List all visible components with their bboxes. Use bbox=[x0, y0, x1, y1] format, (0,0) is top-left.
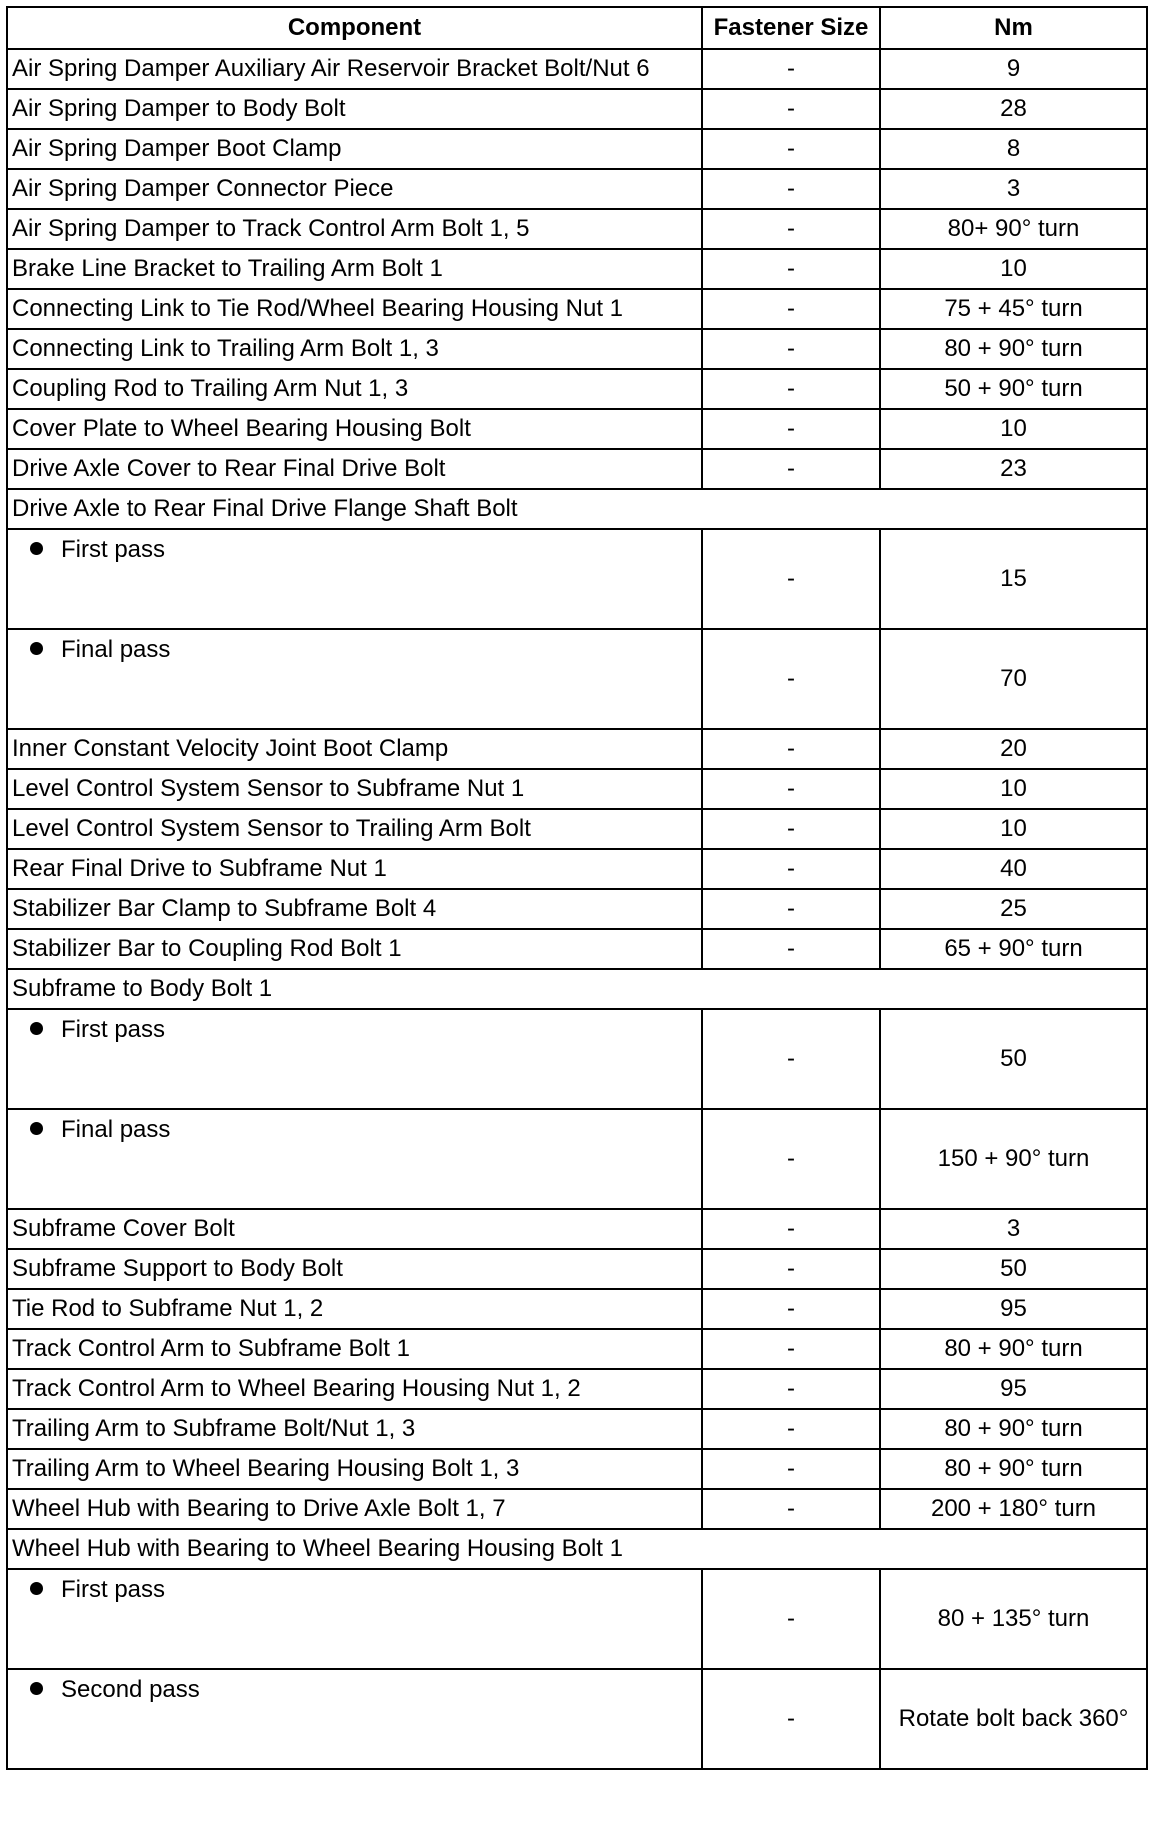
fastener-size-cell: - bbox=[702, 129, 880, 169]
fastener-size-cell: - bbox=[702, 449, 880, 489]
table-row bbox=[7, 1289, 1147, 1329]
torque-spec-table bbox=[6, 6, 1148, 1770]
table-subrow bbox=[7, 629, 1147, 729]
torque-value-cell: 10 bbox=[880, 769, 1147, 809]
fastener-size-cell: - bbox=[702, 1669, 880, 1769]
torque-value-cell: 150 + 90° turn bbox=[880, 1109, 1147, 1209]
table-row bbox=[7, 1409, 1147, 1449]
torque-value-cell: 80 + 90° turn bbox=[880, 1329, 1147, 1369]
pass-label: First pass bbox=[61, 1576, 166, 1603]
bullet-icon bbox=[30, 542, 43, 555]
fastener-size-cell: - bbox=[702, 1249, 880, 1289]
torque-value-cell: 80 + 90° turn bbox=[880, 329, 1147, 369]
torque-value-cell: 10 bbox=[880, 809, 1147, 849]
component-cell: Track Control Arm to Subframe Bolt 1 bbox=[7, 1329, 702, 1369]
fastener-size-cell: - bbox=[702, 889, 880, 929]
component-cell: Inner Constant Velocity Joint Boot Clamp bbox=[7, 729, 702, 769]
table-row bbox=[7, 369, 1147, 409]
torque-value-cell: 10 bbox=[880, 409, 1147, 449]
table-group-row bbox=[7, 489, 1147, 529]
fastener-size-cell: - bbox=[702, 49, 880, 89]
fastener-size-cell: - bbox=[702, 929, 880, 969]
fastener-size-cell: - bbox=[702, 1489, 880, 1529]
fastener-size-cell: - bbox=[702, 1009, 880, 1109]
component-cell: Subframe Cover Bolt bbox=[7, 1209, 702, 1249]
torque-value-cell: 50 bbox=[880, 1249, 1147, 1289]
table-row bbox=[7, 289, 1147, 329]
table-row bbox=[7, 249, 1147, 289]
component-cell: Level Control System Sensor to Subframe Nut 1 bbox=[7, 769, 702, 809]
fastener-size-cell: - bbox=[702, 1109, 880, 1209]
header-nm: Nm bbox=[880, 7, 1147, 49]
component-cell: Brake Line Bracket to Trailing Arm Bolt 1 bbox=[7, 249, 702, 289]
component-cell: Air Spring Damper Connector Piece bbox=[7, 169, 702, 209]
component-cell bbox=[7, 1669, 702, 1769]
torque-value-cell: 80 + 90° turn bbox=[880, 1409, 1147, 1449]
component-cell: Stabilizer Bar Clamp to Subframe Bolt 4 bbox=[7, 889, 702, 929]
torque-value-cell: 65 + 90° turn bbox=[880, 929, 1147, 969]
component-cell: Level Control System Sensor to Trailing Arm Bolt bbox=[7, 809, 702, 849]
torque-value-cell: 70 bbox=[880, 629, 1147, 729]
table-row bbox=[7, 1489, 1147, 1529]
fastener-size-cell: - bbox=[702, 729, 880, 769]
table-body bbox=[7, 49, 1147, 1769]
table-row bbox=[7, 1329, 1147, 1369]
torque-value-cell: 3 bbox=[880, 1209, 1147, 1249]
table-group-row bbox=[7, 969, 1147, 1009]
component-cell: Air Spring Damper to Body Bolt bbox=[7, 89, 702, 129]
torque-value-cell: 8 bbox=[880, 129, 1147, 169]
component-cell bbox=[7, 1569, 702, 1669]
torque-value-cell: 80 + 135° turn bbox=[880, 1569, 1147, 1669]
fastener-size-cell: - bbox=[702, 769, 880, 809]
torque-value-cell: 25 bbox=[880, 889, 1147, 929]
component-cell: Tie Rod to Subframe Nut 1, 2 bbox=[7, 1289, 702, 1329]
table-row bbox=[7, 1249, 1147, 1289]
table-row bbox=[7, 929, 1147, 969]
pass-label: Final pass bbox=[61, 636, 171, 663]
component-cell bbox=[7, 1109, 702, 1209]
bullet-icon bbox=[30, 1682, 43, 1695]
table-row bbox=[7, 449, 1147, 489]
bullet-icon bbox=[30, 1582, 43, 1595]
bullet-icon bbox=[30, 642, 43, 655]
component-cell: Connecting Link to Trailing Arm Bolt 1, 3 bbox=[7, 329, 702, 369]
fastener-size-cell: - bbox=[702, 1409, 880, 1449]
table-subrow bbox=[7, 1569, 1147, 1669]
bullet-icon bbox=[30, 1122, 43, 1135]
pass-label: First pass bbox=[61, 1016, 166, 1043]
component-cell bbox=[7, 529, 702, 629]
table-row bbox=[7, 849, 1147, 889]
torque-value-cell: 28 bbox=[880, 89, 1147, 129]
table-subrow bbox=[7, 1669, 1147, 1769]
table-group-row bbox=[7, 1529, 1147, 1569]
torque-value-cell: 80+ 90° turn bbox=[880, 209, 1147, 249]
table-row bbox=[7, 49, 1147, 89]
fastener-size-cell: - bbox=[702, 289, 880, 329]
component-cell: Coupling Rod to Trailing Arm Nut 1, 3 bbox=[7, 369, 702, 409]
pass-label: First pass bbox=[61, 536, 166, 563]
torque-value-cell: 40 bbox=[880, 849, 1147, 889]
table-row bbox=[7, 409, 1147, 449]
header-row bbox=[7, 7, 1147, 49]
fastener-size-cell: - bbox=[702, 1569, 880, 1669]
torque-value-cell: 9 bbox=[880, 49, 1147, 89]
component-cell bbox=[7, 629, 702, 729]
fastener-size-cell: - bbox=[702, 529, 880, 629]
group-component-cell: Subframe to Body Bolt 1 bbox=[7, 969, 1147, 1009]
table-row bbox=[7, 809, 1147, 849]
fastener-size-cell: - bbox=[702, 89, 880, 129]
table-row bbox=[7, 1449, 1147, 1489]
torque-value-cell: 80 + 90° turn bbox=[880, 1449, 1147, 1489]
table-subrow bbox=[7, 1109, 1147, 1209]
torque-value-cell: Rotate bolt back 360° bbox=[880, 1669, 1147, 1769]
torque-value-cell: 50 + 90° turn bbox=[880, 369, 1147, 409]
component-cell: Rear Final Drive to Subframe Nut 1 bbox=[7, 849, 702, 889]
group-component-cell: Drive Axle to Rear Final Drive Flange Shaft Bolt bbox=[7, 489, 1147, 529]
table-row bbox=[7, 129, 1147, 169]
torque-value-cell: 20 bbox=[880, 729, 1147, 769]
fastener-size-cell: - bbox=[702, 809, 880, 849]
table-subrow bbox=[7, 1009, 1147, 1109]
torque-value-cell: 15 bbox=[880, 529, 1147, 629]
table-row bbox=[7, 889, 1147, 929]
component-cell bbox=[7, 1009, 702, 1109]
torque-value-cell: 95 bbox=[880, 1289, 1147, 1329]
fastener-size-cell: - bbox=[702, 1209, 880, 1249]
fastener-size-cell: - bbox=[702, 629, 880, 729]
table-row bbox=[7, 1209, 1147, 1249]
torque-value-cell: 10 bbox=[880, 249, 1147, 289]
component-cell: Trailing Arm to Wheel Bearing Housing Bolt 1, 3 bbox=[7, 1449, 702, 1489]
fastener-size-cell: - bbox=[702, 169, 880, 209]
component-cell: Cover Plate to Wheel Bearing Housing Bolt bbox=[7, 409, 702, 449]
pass-label: Final pass bbox=[61, 1116, 171, 1143]
torque-value-cell: 75 + 45° turn bbox=[880, 289, 1147, 329]
table-row bbox=[7, 769, 1147, 809]
torque-value-cell: 3 bbox=[880, 169, 1147, 209]
table-row bbox=[7, 169, 1147, 209]
header-component: Component bbox=[7, 7, 702, 49]
component-cell: Drive Axle Cover to Rear Final Drive Bolt bbox=[7, 449, 702, 489]
bullet-icon bbox=[30, 1022, 43, 1035]
group-component-cell: Wheel Hub with Bearing to Wheel Bearing Housing Bolt 1 bbox=[7, 1529, 1147, 1569]
table-row bbox=[7, 329, 1147, 369]
table-subrow bbox=[7, 529, 1147, 629]
component-cell: Subframe Support to Body Bolt bbox=[7, 1249, 702, 1289]
component-cell: Stabilizer Bar to Coupling Rod Bolt 1 bbox=[7, 929, 702, 969]
fastener-size-cell: - bbox=[702, 409, 880, 449]
fastener-size-cell: - bbox=[702, 249, 880, 289]
torque-value-cell: 23 bbox=[880, 449, 1147, 489]
fastener-size-cell: - bbox=[702, 1289, 880, 1329]
pass-label: Second pass bbox=[61, 1676, 200, 1703]
table-row bbox=[7, 209, 1147, 249]
fastener-size-cell: - bbox=[702, 209, 880, 249]
component-cell: Air Spring Damper Boot Clamp bbox=[7, 129, 702, 169]
table-row bbox=[7, 89, 1147, 129]
torque-value-cell: 95 bbox=[880, 1369, 1147, 1409]
table-row bbox=[7, 1369, 1147, 1409]
component-cell: Air Spring Damper Auxiliary Air Reservoir Bracket Bolt/Nut 6 bbox=[7, 49, 702, 89]
fastener-size-cell: - bbox=[702, 369, 880, 409]
torque-value-cell: 50 bbox=[880, 1009, 1147, 1109]
fastener-size-cell: - bbox=[702, 1329, 880, 1369]
fastener-size-cell: - bbox=[702, 849, 880, 889]
component-cell: Connecting Link to Tie Rod/Wheel Bearing Housing Nut 1 bbox=[7, 289, 702, 329]
torque-value-cell: 200 + 180° turn bbox=[880, 1489, 1147, 1529]
component-cell: Track Control Arm to Wheel Bearing Housing Nut 1, 2 bbox=[7, 1369, 702, 1409]
component-cell: Trailing Arm to Subframe Bolt/Nut 1, 3 bbox=[7, 1409, 702, 1449]
component-cell: Wheel Hub with Bearing to Drive Axle Bolt 1, 7 bbox=[7, 1489, 702, 1529]
header-fastener-size: Fastener Size bbox=[702, 7, 880, 49]
fastener-size-cell: - bbox=[702, 1369, 880, 1409]
table-row bbox=[7, 729, 1147, 769]
component-cell: Air Spring Damper to Track Control Arm Bolt 1, 5 bbox=[7, 209, 702, 249]
fastener-size-cell: - bbox=[702, 1449, 880, 1489]
fastener-size-cell: - bbox=[702, 329, 880, 369]
